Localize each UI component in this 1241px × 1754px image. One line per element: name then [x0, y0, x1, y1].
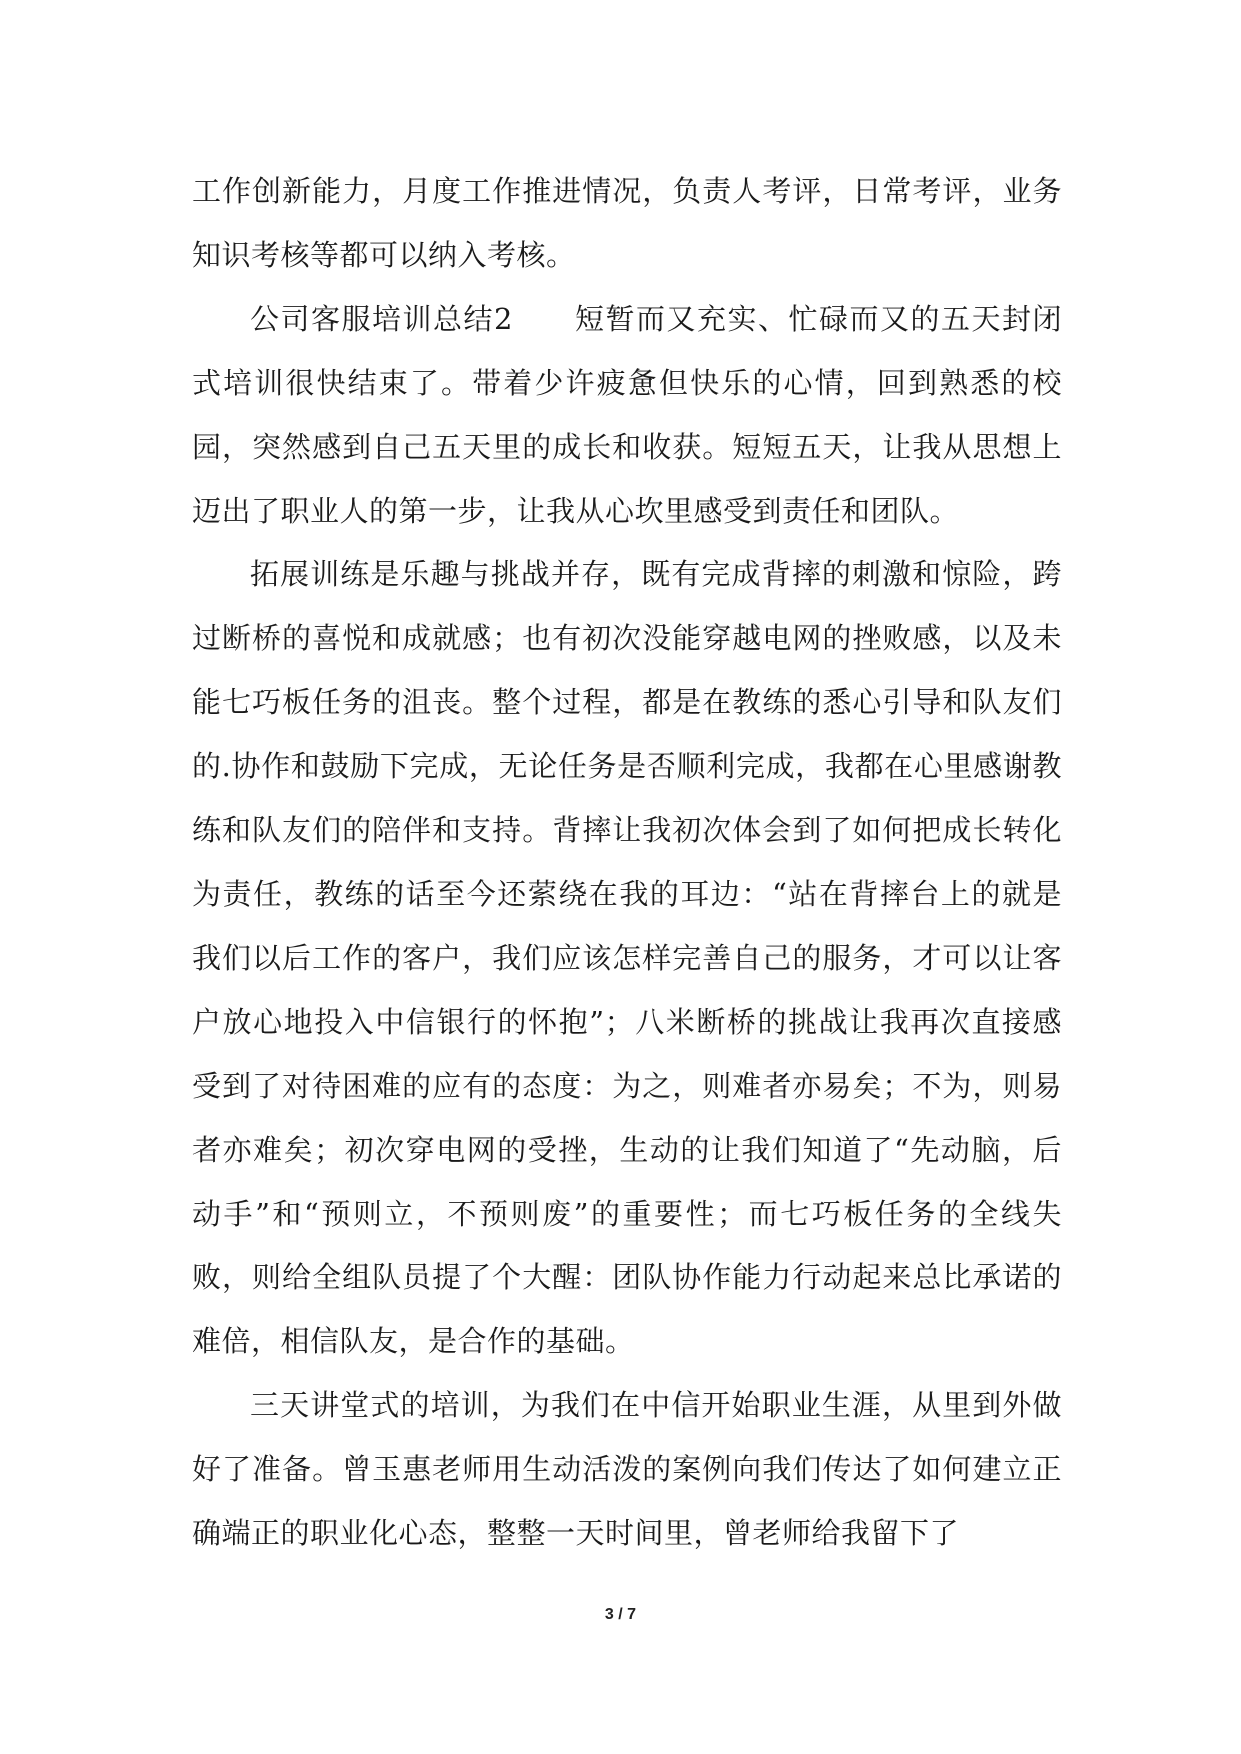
paragraph-1: 工作创新能力，月度工作推进情况，负责人考评，日常考评，业务知识考核等都可以纳入考核。 [192, 174, 1062, 272]
paragraph-4: 三天讲堂式的培训，为我们在中信开始职业生涯，从里到外做好了准备。曾玉惠老师用生动活泼的案例向我们传达了如何建立正确端正的职业化心态，整整一天时间里，曾老师给我留下了 [192, 1388, 1062, 1551]
document-body [192, 160, 1062, 1566]
paragraph-2: 公司客服培训总结2 短暂而又充实、忙碌而又的五天封闭式培训很快结束了。带着少许疲惫但快乐的心情，回到熟悉的校园，突然感到自己五天里的成长和收获。短短五天，让我从思想上迈出了职业人的第一步，让我从心坎里感受到责任和团队。 [192, 301, 1062, 528]
page-number: 3 / 7 [604, 1606, 637, 1623]
paragraph-3: 拓展训练是乐趣与挑战并存，既有完成背摔的刺激和惊险，跨过断桥的喜悦和成就感；也有初次没能穿越电网的挫败感，以及未能七巧板任务的沮丧。整个过程，都是在教练的悉心引导和队友们的.协作和鼓励下完成，无论任务是否顺利完成，我都在心里感谢教练和队友们的陪伴和支持。背摔让我初次体会到了如何把成长转化为责任，教练的话至今还萦绕在我的耳边：“站在背摔台上的就是我们以后工作的客户，我们应该怎样完善自己的服务，才可以让客户放心地投入中信银行的怀抱”；八米断桥的挑战让我再次直接感受到了对待困难的应有的态度：为之，则难者亦易矣；不为，则易者亦难矣；初次穿电网的受挫，生动的让我们知道了“先动脑，后动手”和“预则立，不预则废”的重要性；而七巧板任务的全线失败，则给全组队员提了个大醒：团队协作能力行动起来总比承诺的难倍，相信队友，是合作的基础。 [192, 557, 1062, 1359]
